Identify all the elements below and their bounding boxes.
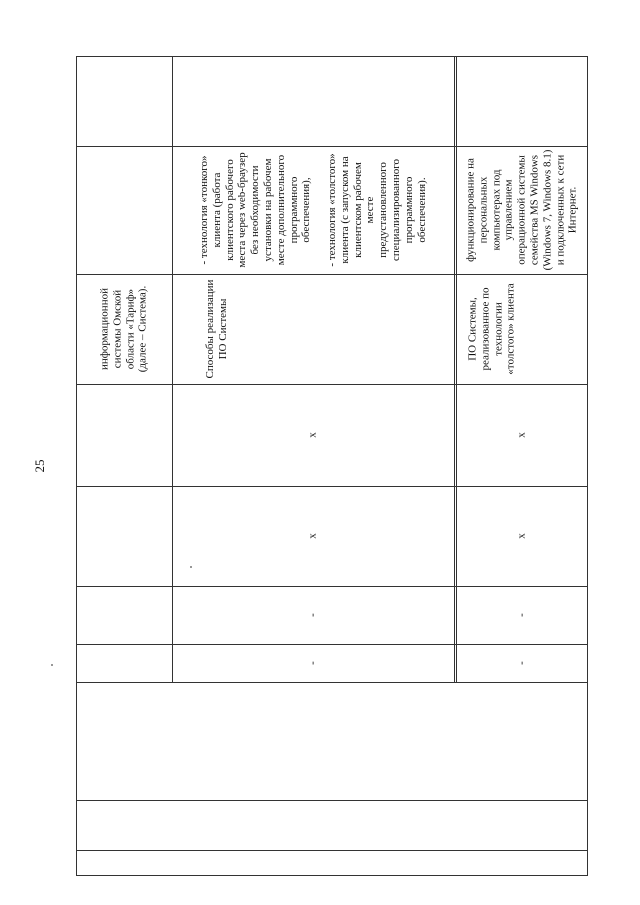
row2-subject-cell xyxy=(172,274,454,384)
row3-description-cell xyxy=(456,146,587,274)
page-number: 25 xyxy=(32,459,47,473)
row3-mark-col7: - xyxy=(515,613,528,617)
row3-mark-col5: х xyxy=(515,432,528,438)
scan-speck xyxy=(190,566,192,568)
row3-mark-col8: - xyxy=(515,661,528,665)
row2-mark-col6: х xyxy=(306,533,319,539)
row3-subject-cell xyxy=(456,274,587,384)
rotated-table xyxy=(76,56,588,876)
row2-mark-col7: - xyxy=(306,613,319,617)
row1-name-cell xyxy=(76,56,172,146)
row2-name-cell xyxy=(172,56,454,146)
row2-description-cell xyxy=(172,146,454,274)
row3-description-text: функционирование на персональных компьютерах под управлением операционной системы семейства MS Windows (Windows 7, Windows 8.1) и подключенных к сети Интернет. xyxy=(463,149,579,271)
row3-name-cell xyxy=(456,56,587,146)
row2-mark-col5: х xyxy=(306,432,319,438)
row1-description-cell xyxy=(76,146,172,274)
row2-description-text: - технология «тонкого» клиента (работа клиентского рабочего места через web-браузер без необходимости установки на рабочем месте дополнительного программного обеспечения), - технология «толстого» клиента (с запуском на клиентском рабочем месте предустановленного специализированного программного обеспечения). xyxy=(197,152,428,268)
row3-subject-text: ПО Системы, реализованное по технологии «толстого» клиента xyxy=(465,283,517,375)
row1-subject-cell xyxy=(76,274,172,384)
row3-mark-col6: х xyxy=(515,533,528,539)
scan-speck xyxy=(51,664,53,666)
row1-subject-text: информационной системы Омской области «Тариф» (далее – Система). xyxy=(98,285,149,373)
row2-subject-text: Способы реализации ПО Системы xyxy=(204,279,229,379)
row2-mark-col8: - xyxy=(306,661,319,665)
